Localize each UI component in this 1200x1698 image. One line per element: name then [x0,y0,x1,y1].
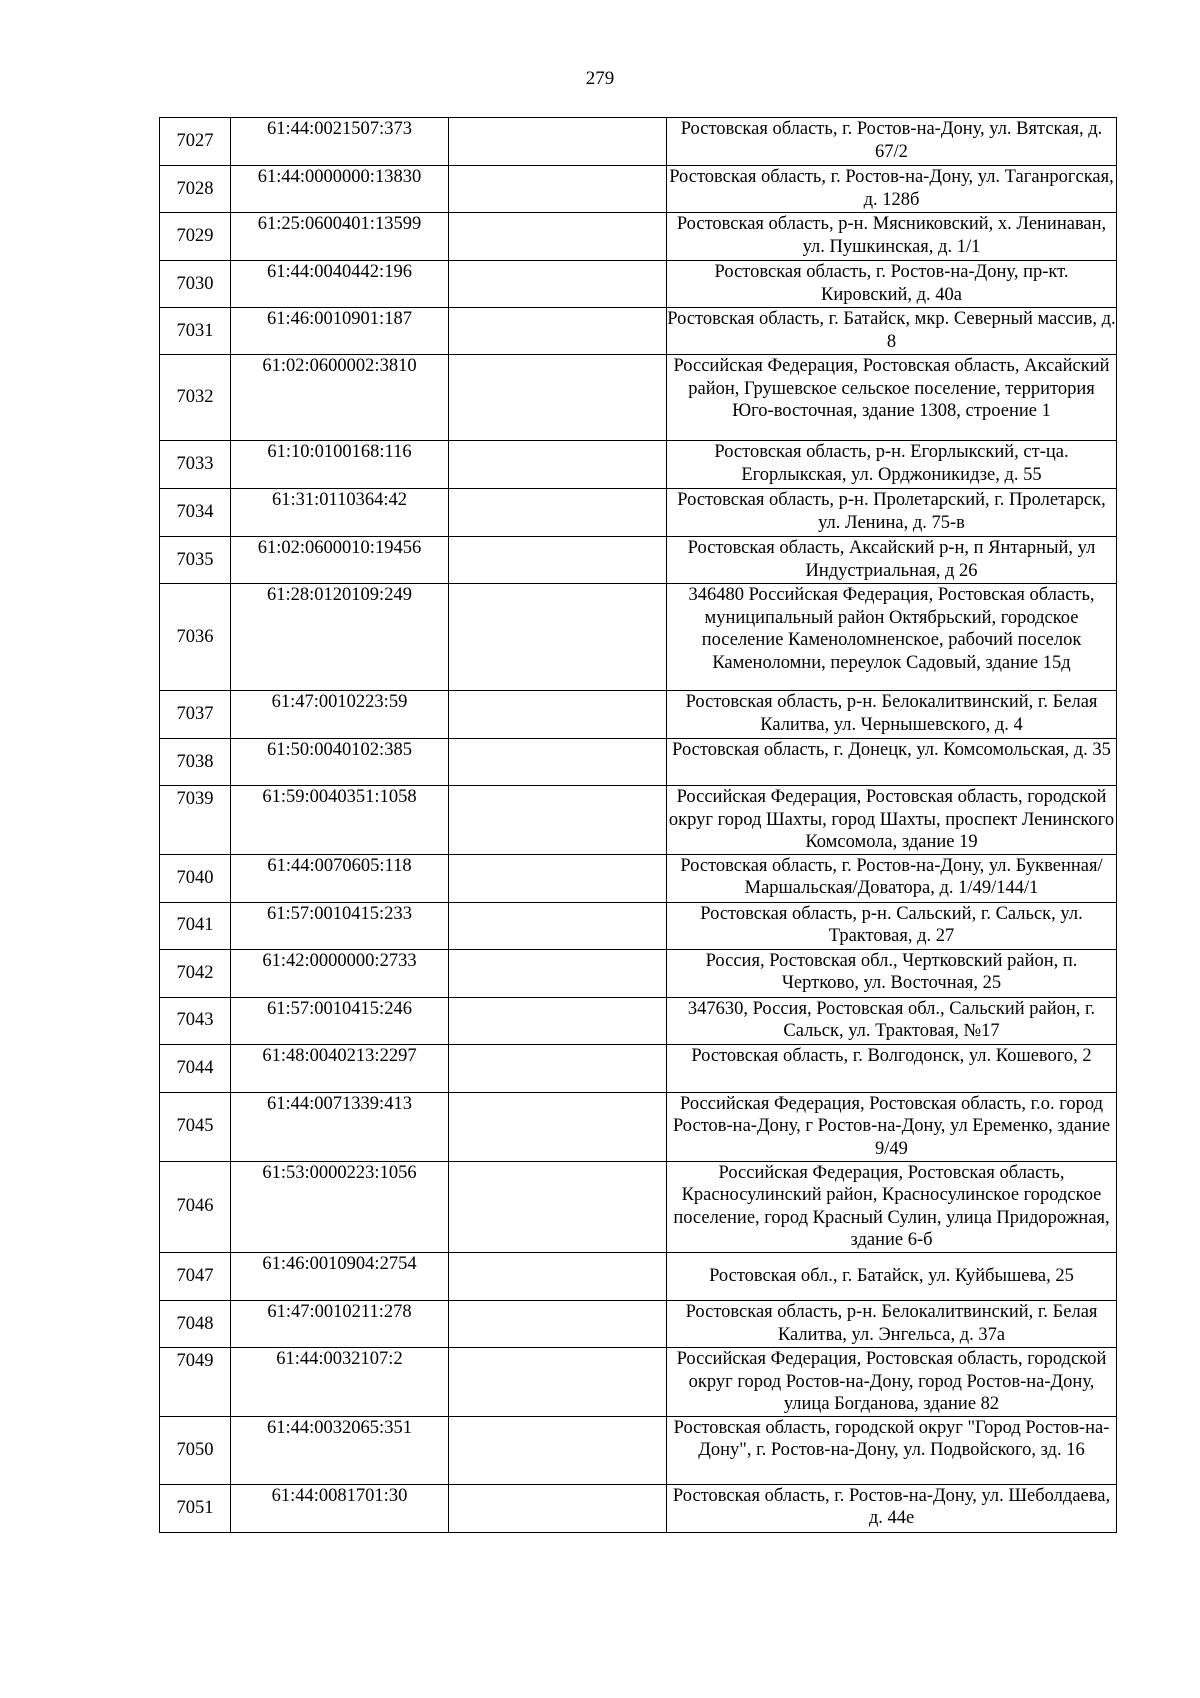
cadastral-number-cell: 61:31:0110364:42 [231,489,449,537]
row-number-cell: 7033 [160,441,231,489]
cadastral-number-cell: 61:48:0040213:2297 [231,1044,449,1092]
row-number-cell: 7031 [160,308,231,355]
address-cell: Ростовская область, г. Донецк, ул. Комсомольская, д. 35 [667,739,1117,786]
cadastral-number-cell: 61:44:0071339:413 [231,1092,449,1161]
table-row [160,902,1117,949]
address-cell: Ростовская область, р-н. Белокалитвинский, г. Белая Калитва, ул. Энгельса, д. 37а [667,1300,1117,1347]
table-row [160,1161,1117,1252]
address-cell: Ростовская область, г. Батайск, мкр. Северный массив, д. 8 [667,308,1117,355]
cadastral-number-cell: 61:57:0010415:246 [231,997,449,1044]
cadastral-number-cell: 61:10:0100168:116 [231,441,449,489]
table-row [160,1092,1117,1161]
empty-cell [449,1300,667,1347]
row-number-cell: 7028 [160,166,231,213]
table-row [160,355,1117,441]
address-cell: Российская Федерация, Ростовская область, Аксайский район, Грушевское сельское поселение, территория Юго-восточная, здание 1308, строение 1 [667,355,1117,441]
row-number-cell: 7030 [160,261,231,308]
address-cell: Российская Федерация, Ростовская область, Красносулинский район, Красносулинское городское поселение, город Красный Сулин, улица Придорожная, здание 6-б [667,1161,1117,1252]
table-row [160,489,1117,537]
empty-cell [449,261,667,308]
address-cell: Ростовская область, р-н. Пролетарский, г. Пролетарск, ул. Ленина, д. 75-в [667,489,1117,537]
row-number-cell: 7037 [160,691,231,739]
table-row [160,213,1117,261]
row-number-cell: 7032 [160,355,231,441]
empty-cell [449,584,667,691]
address-cell: Ростовская область, г. Ростов-на-Дону, ул. Таганрогская, д. 128б [667,166,1117,213]
cadastral-number-cell: 61:44:0070605:118 [231,854,449,902]
empty-cell [449,1092,667,1161]
row-number-cell: 7050 [160,1416,231,1484]
address-cell: Российская Федерация, Ростовская область, городской округ город Ростов-на-Дону, город Ростов-на-Дону, улица Богданова, здание 82 [667,1347,1117,1416]
row-number-cell: 7036 [160,584,231,691]
row-number-cell: 7042 [160,949,231,997]
address-cell: Ростовская область, г. Волгодонск, ул. Кошевого, 2 [667,1044,1117,1092]
cadastral-number-cell: 61:46:0010904:2754 [231,1252,449,1300]
row-number-cell: 7040 [160,854,231,902]
table-row [160,1300,1117,1347]
empty-cell [449,949,667,997]
cadastral-number-cell: 61:44:0000000:13830 [231,166,449,213]
empty-cell [449,1252,667,1300]
address-cell: Ростовская область, городской округ "Город Ростов-на-Дону", г. Ростов-на-Дону, ул. Подвойского, зд. 16 [667,1416,1117,1484]
cadastral-number-cell: 61:25:0600401:13599 [231,213,449,261]
address-cell: Ростовская обл., г. Батайск, ул. Куйбышева, 25 [667,1252,1117,1300]
table-row [160,1416,1117,1484]
empty-cell [449,691,667,739]
row-number-cell: 7044 [160,1044,231,1092]
row-number-cell: 7047 [160,1252,231,1300]
cadastral-number-cell: 61:57:0010415:233 [231,902,449,949]
address-cell: Ростовская область, Аксайский р-н, п Янтарный, ул Индустриальная, д 26 [667,537,1117,584]
empty-cell [449,308,667,355]
cadastral-number-cell: 61:28:0120109:249 [231,584,449,691]
row-number-cell: 7027 [160,118,231,166]
empty-cell [449,902,667,949]
address-cell: Ростовская область, г. Ростов-на-Дону, ул. Вятская, д. 67/2 [667,118,1117,166]
empty-cell [449,1416,667,1484]
address-cell: Ростовская область, р-н. Сальский, г. Сальск, ул. Трактовая, д. 27 [667,902,1117,949]
cadastral-number-cell: 61:59:0040351:1058 [231,786,449,855]
table-row [160,166,1117,213]
row-number-cell: 7045 [160,1092,231,1161]
table-row [160,441,1117,489]
address-cell: Ростовская область, р-н. Егорлыкский, ст-ца. Егорлыкская, ул. Орджоникидзе, д. 55 [667,441,1117,489]
row-number-cell: 7048 [160,1300,231,1347]
row-number-cell: 7038 [160,739,231,786]
cadastral-number-cell: 61:44:0032107:2 [231,1347,449,1416]
table-row [160,118,1117,166]
empty-cell [449,441,667,489]
cadastral-number-cell: 61:02:0600010:19456 [231,537,449,584]
empty-cell [449,537,667,584]
empty-cell [449,489,667,537]
table-row [160,1347,1117,1416]
address-cell: 347630, Россия, Ростовская обл., Сальский район, г. Сальск, ул. Трактовая, №17 [667,997,1117,1044]
table-row [160,949,1117,997]
table-row [160,1252,1117,1300]
empty-cell [449,1484,667,1532]
empty-cell [449,213,667,261]
table-row [160,691,1117,739]
table-row [160,854,1117,902]
page-number: 279 [585,68,615,89]
table-row [160,584,1117,691]
address-cell: Ростовская область, г. Ростов-на-Дону, ул. Буквенная/Маршальская/Доватора, д. 1/49/144/1 [667,854,1117,902]
address-cell: 346480 Российская Федерация, Ростовская область, муниципальный район Октябрьский, городское поселение Каменоломненское, рабочий поселок Каменоломни, переулок Садовый, здание 15д [667,584,1117,691]
empty-cell [449,854,667,902]
table-row [160,537,1117,584]
cadastral-number-cell: 61:44:0040442:196 [231,261,449,308]
table-row [160,997,1117,1044]
empty-cell [449,1044,667,1092]
cadastral-number-cell: 61:46:0010901:187 [231,308,449,355]
row-number-cell: 7035 [160,537,231,584]
cadastral-number-cell: 61:53:0000223:1056 [231,1161,449,1252]
table-row [160,308,1117,355]
empty-cell [449,786,667,855]
cadastral-number-cell: 61:44:0081701:30 [231,1484,449,1532]
table-row [160,786,1117,855]
table-row [160,1044,1117,1092]
row-number-cell: 7051 [160,1484,231,1532]
empty-cell [449,739,667,786]
address-cell: Россия, Ростовская обл., Чертковский район, п. Чертково, ул. Восточная, 25 [667,949,1117,997]
address-cell: Ростовская область, р-н. Белокалитвинский, г. Белая Калитва, ул. Чернышевского, д. 4 [667,691,1117,739]
cadastral-number-cell: 61:42:0000000:2733 [231,949,449,997]
table-row [160,1484,1117,1532]
empty-cell [449,1347,667,1416]
empty-cell [449,118,667,166]
cadastral-number-cell: 61:44:0021507:373 [231,118,449,166]
cadastral-number-cell: 61:44:0032065:351 [231,1416,449,1484]
empty-cell [449,1161,667,1252]
cadastral-number-cell: 61:47:0010223:59 [231,691,449,739]
row-number-cell: 7043 [160,997,231,1044]
row-number-cell: 7046 [160,1161,231,1252]
address-cell: Ростовская область, р-н. Мясниковский, х. Ленинаван, ул. Пушкинская, д. 1/1 [667,213,1117,261]
row-number-cell: 7041 [160,902,231,949]
address-cell: Ростовская область, г. Ростов-на-Дону, ул. Шеболдаева, д. 44е [667,1484,1117,1532]
row-number-cell: 7039 [160,786,231,855]
cadastral-number-cell: 61:47:0010211:278 [231,1300,449,1347]
registry-table [159,117,1117,1533]
registry-table-body [160,118,1117,1533]
address-cell: Российская Федерация, Ростовская область, г.о. город Ростов-на-Дону, г Ростов-на-Дону, ул Еременко, здание 9/49 [667,1092,1117,1161]
table-row [160,261,1117,308]
cadastral-number-cell: 61:02:0600002:3810 [231,355,449,441]
empty-cell [449,166,667,213]
address-cell: Ростовская область, г. Ростов-на-Дону, пр-кт. Кировский, д. 40а [667,261,1117,308]
cadastral-number-cell: 61:50:0040102:385 [231,739,449,786]
empty-cell [449,355,667,441]
row-number-cell: 7049 [160,1347,231,1416]
address-cell: Российская Федерация, Ростовская область, городской округ город Шахты, город Шахты, проспект Ленинского Комсомола, здание 19 [667,786,1117,855]
empty-cell [449,997,667,1044]
row-number-cell: 7029 [160,213,231,261]
row-number-cell: 7034 [160,489,231,537]
table-row [160,739,1117,786]
